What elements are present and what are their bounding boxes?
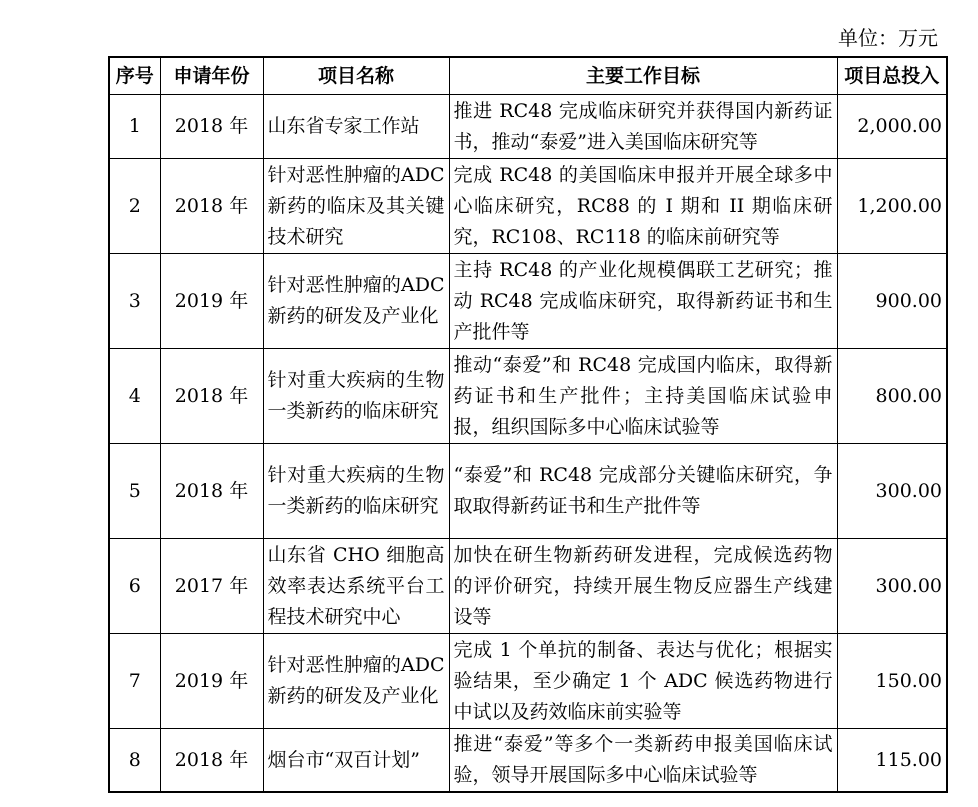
cell-year: 2018 年 xyxy=(160,159,263,254)
table-row xyxy=(109,95,947,159)
cell-no: 3 xyxy=(109,254,160,349)
table-row xyxy=(109,729,947,793)
cell-name: 针对重大疾病的生物一类新药的临床研究 xyxy=(263,349,449,444)
cell-amount: 150.00 xyxy=(837,634,947,729)
unit-label: 单位：万元 xyxy=(838,26,938,50)
cell-name: 针对恶性肿瘤的ADC 新药的研发及产业化 xyxy=(263,254,449,349)
cell-amount: 300.00 xyxy=(837,539,947,634)
cell-name: 针对恶性肿瘤的ADC 新药的临床及其关键技术研究 xyxy=(263,159,449,254)
cell-goal: 推进“泰爱”等多个一类新药申报美国临床试验，领导开展国际多中心临床试验等 xyxy=(449,729,837,793)
table-row xyxy=(109,634,947,729)
cell-year: 2018 年 xyxy=(160,729,263,793)
cell-amount: 800.00 xyxy=(837,349,947,444)
header-year: 申请年份 xyxy=(160,57,263,95)
cell-year: 2017 年 xyxy=(160,539,263,634)
cell-year: 2019 年 xyxy=(160,634,263,729)
cell-year: 2019 年 xyxy=(160,254,263,349)
cell-no: 1 xyxy=(109,95,160,159)
header-name: 项目名称 xyxy=(263,57,449,95)
cell-name: 针对重大疾病的生物一类新药的临床研究 xyxy=(263,444,449,539)
cell-no: 4 xyxy=(109,349,160,444)
cell-goal: 完成 1 个单抗的制备、表达与优化；根据实验结果，至少确定 1 个 ADC 候选药物进行中试以及药效临床前实验等 xyxy=(449,634,837,729)
cell-amount: 900.00 xyxy=(837,254,947,349)
cell-no: 7 xyxy=(109,634,160,729)
table-row xyxy=(109,254,947,349)
cell-name: 山东省专家工作站 xyxy=(263,95,449,159)
table-header-row xyxy=(109,57,947,95)
cell-name: 山东省 CHO 细胞高效率表达系统平台工程技术研究中心 xyxy=(263,539,449,634)
cell-goal: 完成 RC48 的美国临床申报并开展全球多中心临床研究，RC88 的 I 期和 II 期临床研究，RC108、RC118 的临床前研究等 xyxy=(449,159,837,254)
cell-goal: 推进 RC48 完成临床研究并获得国内新药证书，推动“泰爱”进入美国临床研究等 xyxy=(449,95,837,159)
table-row xyxy=(109,349,947,444)
cell-year: 2018 年 xyxy=(160,444,263,539)
cell-goal: 推动“泰爱”和 RC48 完成国内临床，取得新药证书和生产批件；主持美国临床试验申报，组织国际多中心临床试验等 xyxy=(449,349,837,444)
cell-name: 烟台市“双百计划” xyxy=(263,729,449,793)
header-no: 序号 xyxy=(109,57,160,95)
cell-goal: 主持 RC48 的产业化规模偶联工艺研究；推动 RC48 完成临床研究，取得新药证书和生产批件等 xyxy=(449,254,837,349)
cell-year: 2018 年 xyxy=(160,349,263,444)
project-table xyxy=(108,56,948,793)
cell-amount: 300.00 xyxy=(837,444,947,539)
header-goal: 主要工作目标 xyxy=(449,57,837,95)
table-row xyxy=(109,159,947,254)
cell-year: 2018 年 xyxy=(160,95,263,159)
cell-goal: 加快在研生物新药研发进程，完成候选药物的评价研究，持续开展生物反应器生产线建设等 xyxy=(449,539,837,634)
cell-goal: “泰爱”和 RC48 完成部分关键临床研究，争取取得新药证书和生产批件等 xyxy=(449,444,837,539)
cell-no: 8 xyxy=(109,729,160,793)
header-amount: 项目总投入 xyxy=(837,57,947,95)
table-row xyxy=(109,539,947,634)
table-row xyxy=(109,444,947,539)
cell-name: 针对恶性肿瘤的ADC 新药的研发及产业化 xyxy=(263,634,449,729)
cell-no: 6 xyxy=(109,539,160,634)
cell-amount: 2,000.00 xyxy=(837,95,947,159)
cell-no: 5 xyxy=(109,444,160,539)
cell-amount: 115.00 xyxy=(837,729,947,793)
cell-amount: 1,200.00 xyxy=(837,159,947,254)
cell-no: 2 xyxy=(109,159,160,254)
